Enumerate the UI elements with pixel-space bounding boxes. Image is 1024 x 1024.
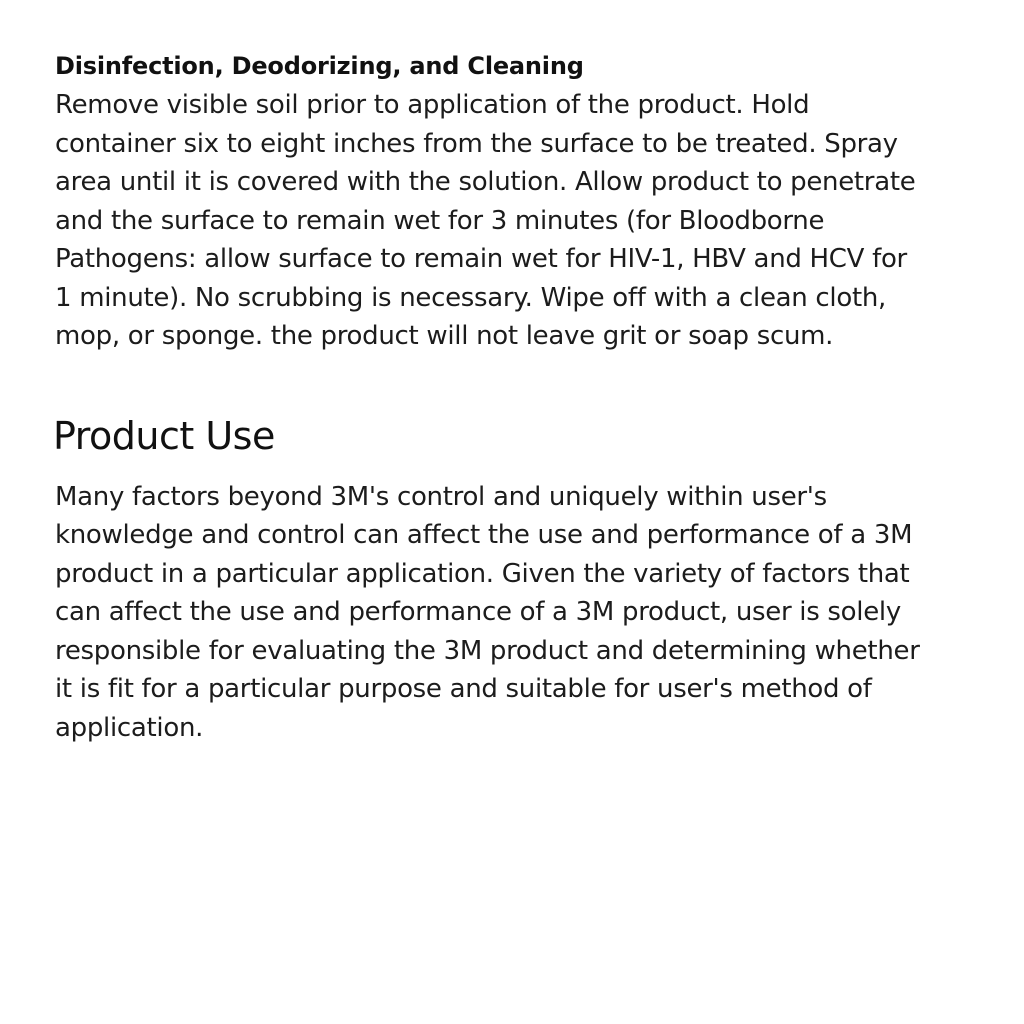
paragraph-line: mop, or sponge. the product will not leave grit or soap scum.	[55, 321, 834, 351]
paragraph-line: knowledge and control can affect the use and performance of a 3M	[55, 520, 913, 550]
product-use-heading: Product Use	[53, 413, 275, 458]
product-use-paragraph	[55, 478, 990, 748]
paragraph-line: responsible for evaluating the 3M product and determining whether	[55, 635, 920, 666]
paragraph-line: container six to eight inches from the surface to be treated. Spray	[55, 128, 898, 159]
paragraph-line: Remove visible soil prior to application of the product. Hold	[55, 90, 810, 120]
paragraph-line: can affect the use and performance of a 3M product, user is solely	[55, 597, 901, 627]
paragraph-line: and the surface to remain wet for 3 minutes (for Bloodborne	[55, 205, 825, 236]
paragraph-line: area until it is covered with the solution. Allow product to penetrate	[55, 167, 916, 197]
paragraph-line: product in a particular application. Given the variety of factors that	[55, 558, 910, 589]
paragraph-line: it is fit for a particular purpose and suitable for user's method of	[55, 674, 872, 704]
paragraph-line: application.	[55, 712, 204, 743]
disinfection-section	[55, 48, 990, 356]
paragraph-line: Many factors beyond 3M's control and uniquely within user's	[55, 481, 827, 512]
paragraph-line: 1 minute). No scrubbing is necessary. Wipe off with a clean cloth,	[55, 282, 886, 313]
document-body	[55, 48, 990, 747]
disinfection-heading: Disinfection, Deodorizing, and Cleaning	[55, 52, 584, 80]
paragraph-line: Pathogens: allow surface to remain wet for HIV-1, HBV and HCV for	[55, 244, 907, 274]
disinfection-paragraph	[55, 86, 990, 356]
product-use-section	[55, 412, 990, 748]
